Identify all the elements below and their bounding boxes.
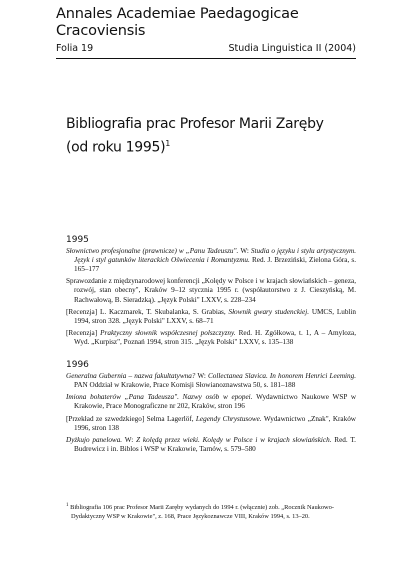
entry-text: Sprawozdanie z międzynarodowej konferencji „Kolędy w Polsce i w krajach słowiańskich – geneza, rozwój, stan obecny", Kraków 9–12 stycznia 1995 r. (współautorstwo z J. Cieszyńską, M. Rachwałową, B. Sieradzką). „Język Polski" LXXV, s. 228–234 [66, 277, 356, 304]
journal-title: Annales Academiae Paedagogicae Cracoviensis [56, 6, 299, 39]
title-line-2-text: (od roku 1995) [66, 139, 166, 156]
title-line-1: Bibliografia prac Profesor Marii Zaręby [66, 116, 324, 132]
bibliography-list [66, 236, 356, 457]
title-footnote-mark: 1 [165, 139, 171, 148]
bibliography-entry [66, 247, 356, 274]
entry-italic: Słownik gwary studenckiej. [228, 307, 309, 316]
entry-text: Wydawnictwo Naukowe WSP w Krakowie, Prace Monograficzne nr 202, Kraków, stron 196 [74, 393, 357, 411]
bibliography-entry [66, 415, 356, 433]
bibliography-entry [66, 372, 356, 390]
entry-italic: Imiona bohaterów „Pana Tadeusza". Nazwy osób w epopei. [66, 393, 253, 402]
bibliography-entry [66, 277, 356, 304]
entry-text: W: [195, 372, 209, 381]
entry-italic-2: Studia o języku i stylu artystycznym. Język i styl gatunków literackich Oświecenia i Romantyzmu. [74, 247, 357, 265]
entry-text-2: PAN Oddział w Krakowie, Prace Komisji Słowianoznawstwa 50, s. 181–188 [74, 381, 296, 390]
entry-text-2: UMCS, Lublin 1994, stron 328. „Język Polski" LXXV, s. 68–71 [74, 307, 357, 325]
title-line-2 [66, 134, 366, 158]
footnote-text: Bibliografia 106 prac Profesor Marii Zaręby wydanych do 1994 r. (włącznie) zob. „Rocznik Naukowo-Dydaktyczny WSP w Krakowie", z. 168, Prace Językoznawcze VIII, Kraków 1994, s. 13–20. [68, 504, 334, 520]
bibliography-entry [66, 393, 356, 411]
entry-text: [Recenzja] L. Kaczmarek, T. Skubalanka, S. Grabias, [66, 307, 229, 316]
entry-text: W: [240, 247, 251, 256]
entry-italic: Praktyczny słownik współczesnej polszczyzny. [100, 328, 236, 337]
footnote [66, 502, 361, 521]
article-title [66, 115, 366, 158]
year-heading-1996: 1996 [66, 360, 89, 371]
entry-italic: Legendy Chrystusowe. [195, 414, 262, 423]
entry-text-2: Wydawnictwo „Znak", Kraków 1996, stron 138 [74, 414, 356, 432]
entry-text: [Recenzja] [66, 328, 101, 337]
entry-text-2: Red. H. Zgółkowa, t. 1, A – Amyloza, Wyd. „Kurpisz", Poznań 1994, stron 315. „Język Polski" LXXV, s. 135–138 [74, 328, 356, 346]
entry-italic: Słownictwo profesjonalne (prawnicze) w „Panu Tadeuszu". [66, 247, 241, 256]
folia-number: Folia 19 [56, 43, 94, 54]
running-header [56, 6, 356, 59]
entry-text-2: Red. T. Budrewicz i in. Biblos i WSP w Krakowie, Tarnów, s. 579–580 [74, 435, 356, 453]
bibliography-entry [66, 329, 356, 347]
bibliography-entry [66, 436, 356, 454]
bibliography-entry [66, 308, 356, 326]
entry-italic-2: Collectanea Slavica. In honorem Henrici Leeming. [208, 372, 357, 381]
entry-italic: Generalna Gubernia – nazwa fakultatywna? [66, 372, 196, 381]
entry-italic-2: Z kolędą przez wieki. Kolędy w Polsce i w krajach słowiańskich. [136, 435, 332, 444]
entry-text: W: [122, 435, 137, 444]
entry-text-2: Red. J. Brzeziński, Zielona Góra, s. 165–177 [74, 256, 356, 274]
entry-text: [Przekład ze szwedzkiego] Selma Lagerlöf, [66, 414, 196, 423]
entry-italic: Dyżkujo panelowa. [66, 435, 123, 444]
series-title: Studia Linguistica II (2004) [228, 43, 356, 54]
year-heading-1995: 1995 [66, 235, 89, 245]
footnote-mark: 1 [66, 503, 69, 508]
header-subrow [56, 42, 356, 55]
